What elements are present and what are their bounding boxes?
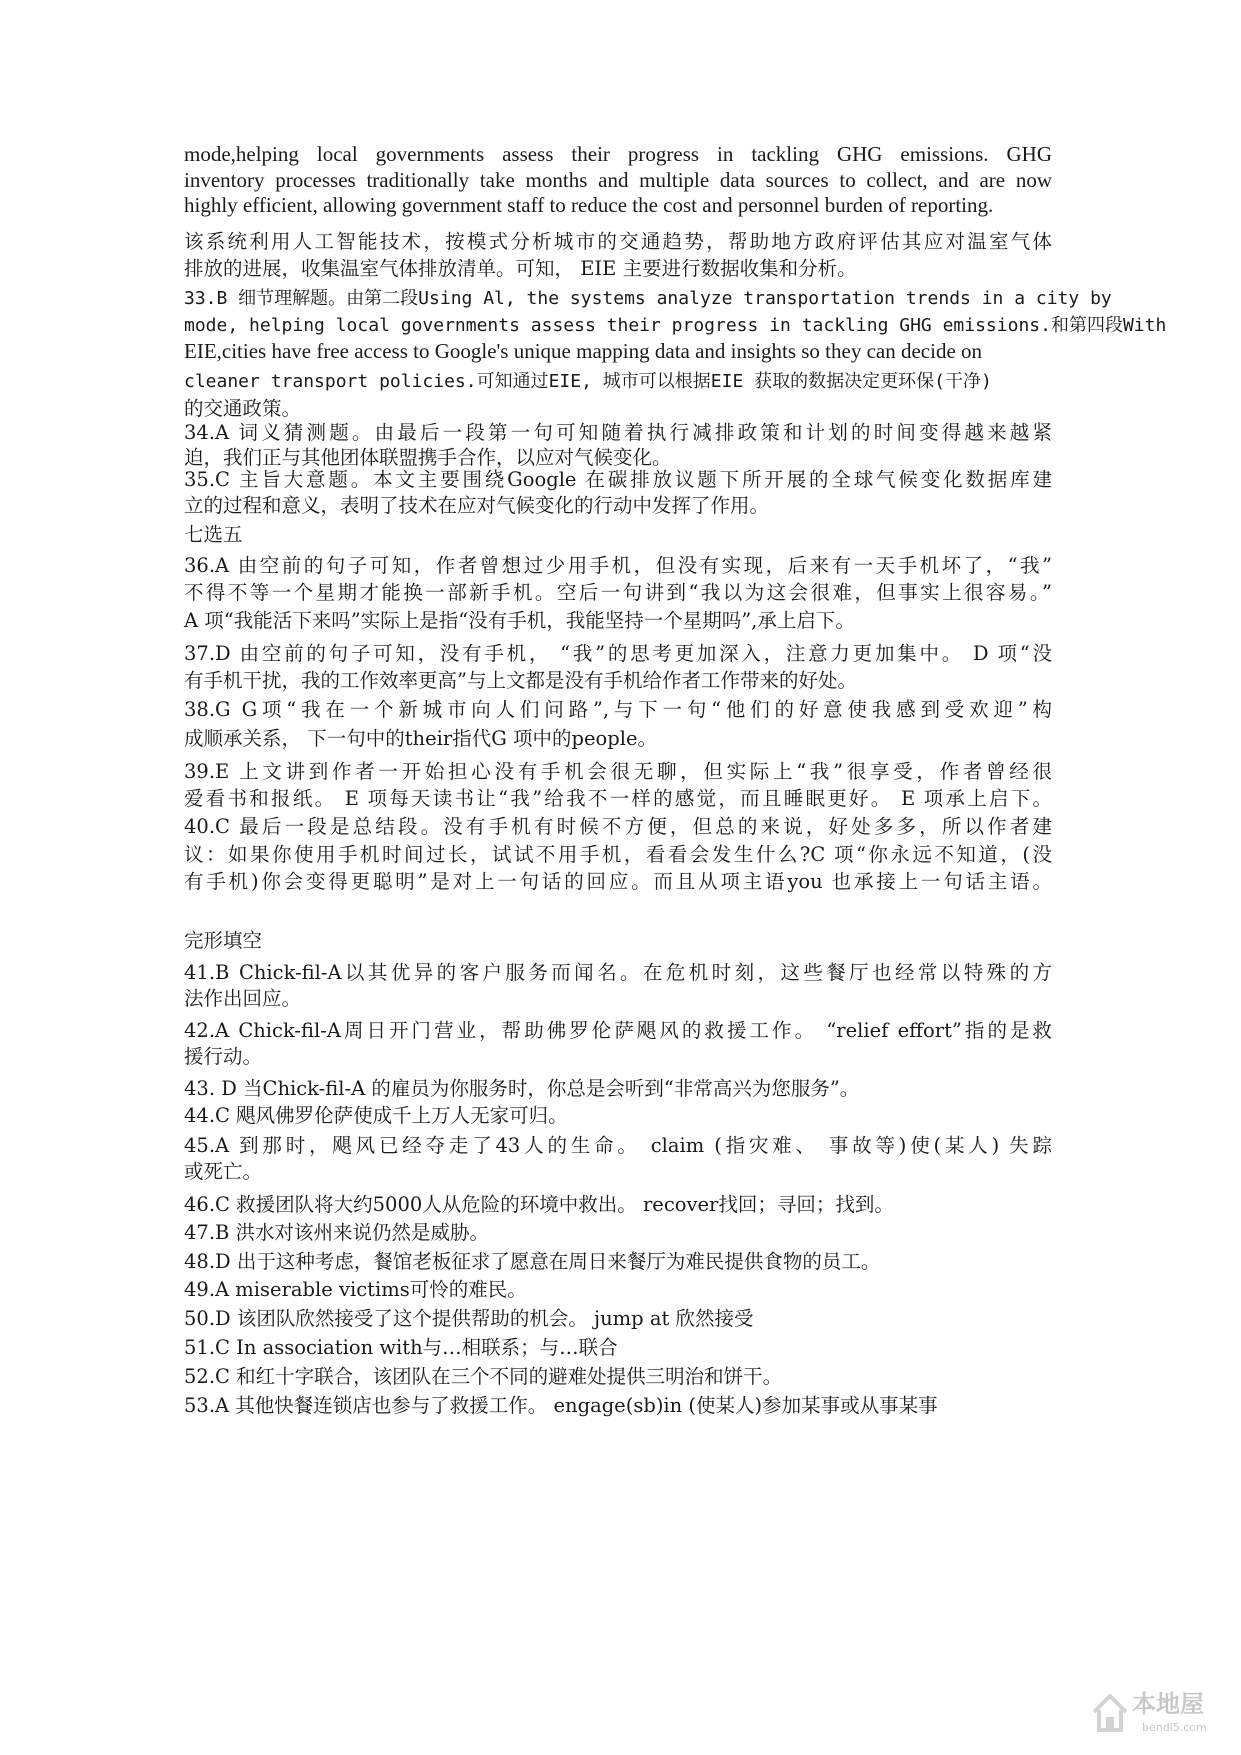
text-line: 46.C 救援团队将大约5000人从危险的环境中救出。 recover找回；寻回；找到。: [184, 1193, 894, 1216]
text-line: EIE,cities have free access to Google's unique mapping data and insights so they can decide on: [184, 339, 983, 363]
text-line: 42.A Chick-fil-A周日开门营业，帮助佛罗伦萨飓风的救援工作。 “relief effort”指的是救: [184, 1019, 1052, 1042]
text-line: 45.A 到那时，飓风已经夺走了43人的生命。 claim (指灾难、 事故等)使(某人) 失踪: [184, 1134, 1052, 1157]
text-line: 49.A miserable victims可怜的难民。: [184, 1278, 527, 1301]
text-line: 43. D 当Chick-fil-A 的雇员为你服务时，你总是会听到“非常高兴为您服务”。: [184, 1077, 860, 1100]
text-line: 44.C 飓风佛罗伦萨使成千上万人无家可归。: [184, 1104, 568, 1127]
watermark-url: bendi5.com: [1142, 1721, 1207, 1734]
text-line: 33.B 细节理解题。由第二段Using Al, the systems analyze transportation trends in a city by: [184, 288, 1112, 309]
section-heading: 完形填空: [184, 929, 263, 952]
text-line: 40.C 最后一段是总结段。没有手机有时候不方便，但总的来说，好处多多，所以作者建: [184, 815, 1052, 838]
text-line: cleaner transport policies.可知通过EIE, 城市可以根据EIE 获取的数据决定更环保(干净): [184, 371, 992, 392]
text-line: 34.A 词义猜测题。由最后一段第一句可知随着执行减排政策和计划的时间变得越来越紧: [184, 421, 1052, 444]
section-heading: 七选五: [184, 523, 243, 546]
text-line: 52.C 和红十字联合，该团队在三个不同的避难处提供三明治和饼干。: [184, 1365, 783, 1388]
house-logo-icon: [1090, 1690, 1130, 1734]
text-line: highly efficient, allowing government staff to reduce the cost and personnel burden of reporting.: [184, 193, 994, 217]
text-line: 的交通政策。: [184, 397, 302, 420]
text-line: 38.G G项“我在一个新城市向人们问路”,与下一句“他们的好意使我感到受欢迎”构: [184, 698, 1052, 721]
text-line: 50.D 该团队欣然接受了这个提供帮助的机会。 jump at 欣然接受: [184, 1307, 754, 1330]
text-line: 35.C 主旨大意题。本文主要围绕Google 在碳排放议题下所开展的全球气候变化数据库建: [184, 468, 1052, 491]
text-line: 39.E 上文讲到作者一开始担心没有手机会很无聊，但实际上“我”很享受，作者曾经很: [184, 760, 1052, 783]
site-watermark: [1090, 1688, 1230, 1744]
text-line: 议：如果你使用手机时间过长，试试不用手机，看看会发生什么?C 项“你永远不知道，(没: [184, 843, 1052, 866]
text-line: 排放的进展，收集温室气体排放清单。可知， EIE 主要进行数据收集和分析。: [184, 257, 857, 280]
text-line: inventory processes traditionally take months and multiple data sources to collect, and are now: [184, 168, 1052, 192]
text-line: mode,helping local governments assess their progress in tackling GHG emissions. GHG: [184, 142, 1052, 166]
text-line: 53.A 其他快餐连锁店也参与了救援工作。 engage(sb)in (使某人)参加某事或从事某事: [184, 1394, 938, 1417]
text-line: 援行动。: [184, 1045, 263, 1068]
text-line: 立的过程和意义，表明了技术在应对气候变化的行动中发挥了作用。: [184, 494, 770, 517]
text-line: 41.B Chick-fil-A以其优异的客户服务而闻名。在危机时刻，这些餐厅也经常以特殊的方: [184, 961, 1052, 984]
text-line: 迫，我们正与其他团体联盟携手合作，以应对气候变化。: [184, 446, 672, 469]
text-line: 有手机干扰，我的工作效率更高”与上文都是没有手机给作者工作带来的好处。: [184, 669, 857, 692]
text-line: 48.D 出于这种考虑，餐馆老板征求了愿意在周日来餐厅为难民提供食物的员工。: [184, 1250, 881, 1273]
text-line: A 项“我能活下来吗”实际上是指“没有手机，我能坚持一个星期吗”,承上启下。: [184, 609, 855, 632]
text-line: 法作出回应。: [184, 987, 302, 1010]
text-line: 或死亡。: [184, 1160, 263, 1183]
text-line: 36.A 由空前的句子可知，作者曾想过少用手机，但没有实现，后来有一天手机坏了，“我”: [184, 554, 1052, 577]
text-line: 该系统利用人工智能技术，按模式分析城市的交通趋势，帮助地方政府评估其应对温室气体: [184, 230, 1052, 253]
text-line: 37.D 由空前的句子可知，没有手机， “我”的思考更加深入，注意力更加集中。 D 项“没: [184, 642, 1052, 665]
text-line: mode, helping local governments assess their progress in tackling GHG emissions.和第四段With: [184, 315, 1167, 336]
watermark-title: 本地屋: [1132, 1690, 1204, 1718]
text-line: 爱看书和报纸。 E 项每天读书让“我”给我不一样的感觉，而且睡眠更好。 E 项承上启下。: [184, 787, 1052, 810]
text-line: 47.B 洪水对该州来说仍然是威胁。: [184, 1221, 490, 1244]
text-line: 51.C In association with与…相联系；与…联合: [184, 1336, 618, 1359]
text-line: 不得不等一个星期才能换一部新手机。空后一句讲到“我以为这会很难，但事实上很容易。”: [184, 581, 1052, 604]
text-line: 有手机)你会变得更聪明”是对上一句话的回应。而且从项主语you 也承接上一句话主语。: [184, 870, 1052, 893]
text-line: 成顺承关系， 下一句中的their指代G 项中的people。: [184, 727, 657, 750]
